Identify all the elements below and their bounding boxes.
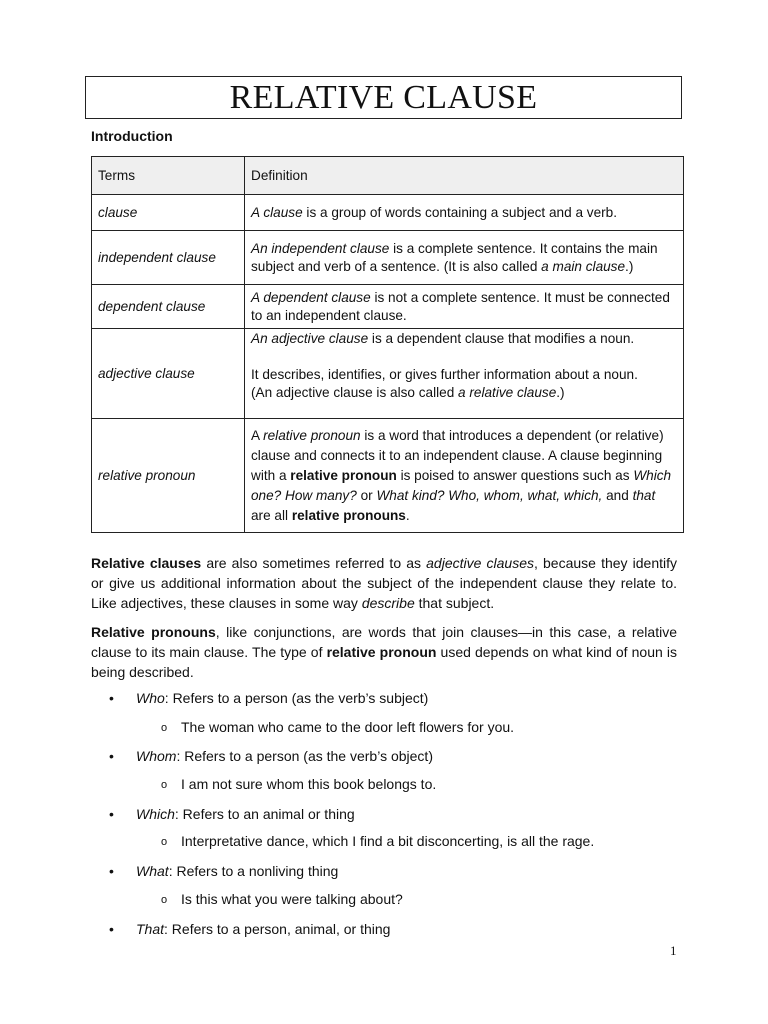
bullet: • — [109, 748, 114, 764]
definition-cell: A dependent clause is not a complete sentence. It must be connected to an independent clause. — [245, 285, 684, 329]
bullet: • — [109, 690, 114, 706]
term-cell: relative pronoun — [92, 419, 245, 533]
term-cell: clause — [92, 195, 245, 231]
definition-cell: A clause is a group of words containing a subject and a verb. — [245, 195, 684, 231]
paragraph-relative-pronouns: Relative pronouns, like conjunctions, are words that join clauses—in this case, a relative clause to its main clause. The type of relative pronoun used depends on what kind of noun is being described. — [91, 624, 677, 680]
header-terms: Terms — [92, 157, 245, 195]
table-row — [92, 231, 684, 285]
pronoun-description: That: Refers to a person, animal, or thing — [136, 921, 391, 937]
pronoun-description: Which: Refers to an animal or thing — [136, 806, 355, 822]
example-sentence: The woman who came to the door left flowers for you. — [181, 719, 515, 735]
bullet: • — [109, 921, 114, 937]
pronoun-description: Who: Refers to a person (as the verb’s subject) — [136, 690, 429, 706]
bullet: • — [109, 806, 114, 822]
definition-cell: A relative pronoun is a word that introduces a dependent (or relative) clause and connects it to an independent clause. A clause beginning with a relative pronoun is poised to answer questions such as Which one? How many? or What kind? Who, whom, what, which, and that are all relative pronouns. — [245, 419, 684, 533]
table-row — [92, 419, 684, 533]
header-definition: Definition — [245, 157, 684, 195]
example-sentence: I am not sure whom this book belongs to. — [181, 776, 437, 792]
example-sentence: Is this what you were talking about? — [181, 891, 403, 907]
term-cell: adjective clause — [92, 329, 245, 419]
pronoun-description: Whom: Refers to a person (as the verb’s object) — [136, 748, 433, 764]
sub-bullet: o — [161, 836, 168, 848]
term-cell: dependent clause — [92, 285, 245, 329]
introduction-heading: Introduction — [91, 128, 173, 144]
table-row — [92, 195, 684, 231]
pronoun-description: What: Refers to a nonliving thing — [136, 863, 339, 879]
sub-bullet: o — [161, 779, 168, 791]
bullet: • — [109, 863, 114, 879]
example-sentence: Interpretative dance, which I find a bit disconcerting, is all the rage. — [181, 833, 595, 849]
definition-cell: An independent clause is a complete sentence. It contains the main subject and verb of a sentence. (It is also called a main clause.) — [245, 231, 684, 285]
table-row — [92, 329, 684, 419]
paragraph-relative-clauses: Relative clauses are also sometimes referred to as adjective clauses, because they identify or give us additional information about the subject of the independent clause they relate to. Like adjectives, these clauses in some way describe that subject. — [91, 555, 678, 611]
document-title: RELATIVE CLAUSE — [85, 76, 682, 119]
sub-bullet: o — [161, 894, 168, 906]
sub-bullet: o — [161, 722, 168, 734]
table-header-row — [92, 157, 684, 195]
page-number: 1 — [670, 943, 677, 958]
terms-table — [91, 156, 684, 533]
definition-cell: An adjective clause is a dependent clause that modifies a noun. It describes, identifies, or gives further information about a noun. (An adjective clause is also called a relative clause.) — [245, 329, 684, 419]
term-cell: independent clause — [92, 231, 245, 285]
table-row — [92, 285, 684, 329]
